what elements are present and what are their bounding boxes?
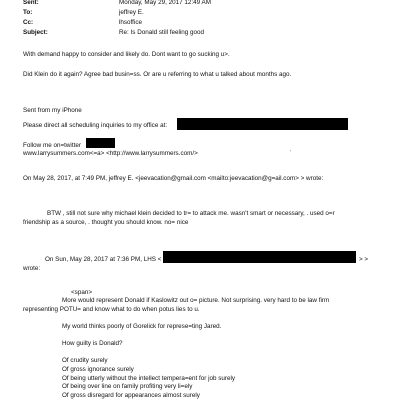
quote2-line-4: How guilty is Donald?	[62, 340, 123, 347]
cc-value: lhsoffice	[119, 19, 142, 26]
quote2-line-5: Of crudity surely	[62, 357, 108, 364]
cc-label: Cc:	[23, 19, 34, 26]
redaction-box	[177, 118, 348, 130]
span-tag-line: <span>	[71, 289, 93, 296]
quote1-line-2: friendship as a source, . thought you should know. no= nice	[23, 219, 189, 226]
stray-mark: '	[290, 150, 291, 156]
sent-label: Sent:	[23, 0, 39, 6]
quote1-line-1: BTW , still not sure why michael klein decided to tr= to attack me. wasn't smart or necessary, . used o=r	[47, 210, 335, 217]
scheduling-line: Please direct all scheduling inquiries to my office at:	[23, 122, 168, 129]
sent-value: Monday, May 29, 2017 12:49 AM	[119, 0, 211, 6]
quote2-line-7: Of being utterly without the intellect tempera=ent for job surely	[62, 375, 236, 382]
quote2-header-prefix: On Sun, May 28, 2017 at 7:36 PM, LHS <	[45, 256, 162, 263]
body-line-1: With demand happy to consider and likely do. Dont want to go sucking u>.	[23, 51, 230, 58]
follow-line: Follow me on=twitter	[23, 142, 81, 149]
subject-value: Re: Is Donald still feeling good	[119, 29, 205, 36]
to-value: jeffrey E.	[119, 9, 144, 16]
quote2-line-9: Of gross disregard for appearances almost surely	[62, 392, 200, 399]
body-line-2: Did Klein do it again? Agree bad busin=ss. Or are u referring to what u talked about months ago.	[23, 71, 292, 78]
quote2-line-6: Of gross ignorance surely	[62, 366, 134, 373]
quote2-line-3: My world thinks poorly of Gorelick for represe=ting Jared.	[62, 323, 222, 330]
quote2-line-1: More would represent Donald if Kaslowitz out o= picture. Not surprising. very hard to be law firm	[62, 297, 330, 304]
website-line: www.larrysummers.com<=a> <http://www.larrysummers.com/>	[23, 150, 198, 157]
subject-label: Subject:	[23, 29, 48, 36]
to-label: To:	[23, 9, 33, 16]
quote1-header: On May 28, 2017, at 7:49 PM, jeffrey E. <jeevacation@gmail.com <mailto:jeevacation@g=ail.com> > wrote:	[23, 175, 324, 182]
quote2-header-suffix: > >	[359, 256, 369, 263]
quote2-line-2: representing POTU= and know what to do when potus lies to u.	[23, 306, 200, 313]
quote2-line-8: Of being over line on family profiting very li=ely	[62, 383, 193, 390]
redaction-box	[163, 251, 356, 263]
quote2-wrote: wrote:	[23, 265, 41, 272]
redaction-box	[86, 138, 115, 148]
sent-from-line: Sent from my iPhone	[23, 107, 82, 114]
